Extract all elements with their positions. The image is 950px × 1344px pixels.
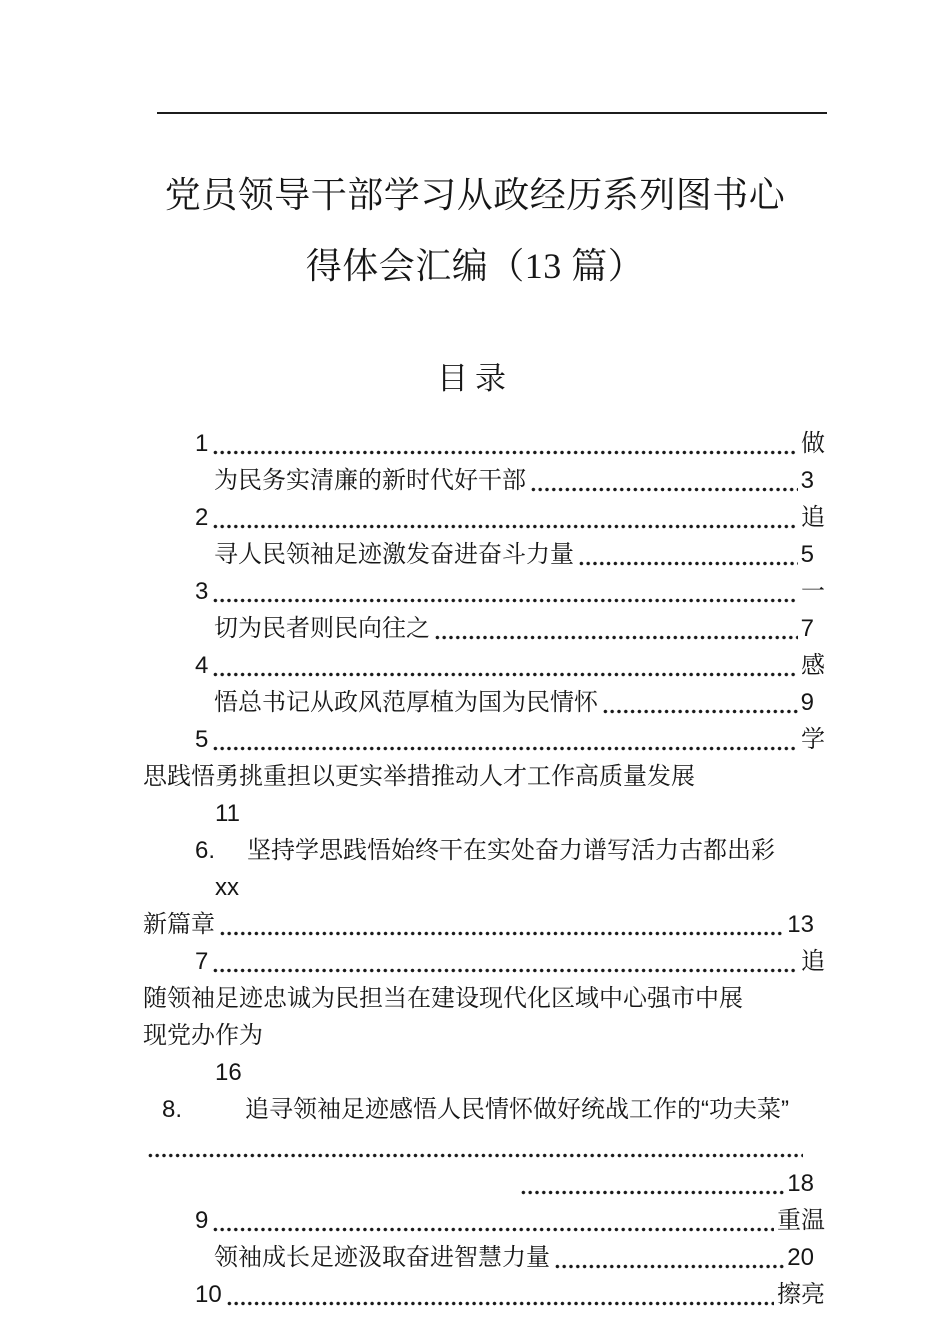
toc-entry-text: 随领袖足迹忠诚为民担当在建设现代化区域中心强市中展: [143, 985, 743, 1012]
document-title-line-2: 得体会汇编（13 篇）: [305, 246, 645, 286]
dotted-leader: [211, 425, 798, 462]
toc-entry-number: 5: [195, 726, 209, 753]
toc-row: [143, 499, 825, 536]
toc-heading: 目录: [437, 361, 513, 396]
toc-wrap-text: 追: [801, 504, 825, 531]
toc-entry-number: 9: [195, 1207, 209, 1234]
toc-row: [143, 684, 825, 721]
toc-row: [143, 795, 825, 832]
toc-page-number: 9: [800, 689, 814, 716]
toc-row: [143, 869, 825, 906]
toc-entry-number: 1: [195, 430, 209, 457]
dotted-leader: [601, 684, 798, 721]
toc-row: [143, 1276, 825, 1313]
toc-page-number: 16: [215, 1059, 242, 1086]
dotted-leader: [211, 1202, 774, 1239]
toc-entry-text: 现党办作为: [143, 1022, 263, 1049]
toc-row: [143, 1165, 825, 1202]
toc-row: [143, 1017, 825, 1054]
dotted-leader: [553, 1239, 784, 1276]
toc-row: [143, 536, 825, 573]
toc-entry-text: 悟总书记从政风范厚植为国为民情怀: [214, 689, 598, 716]
toc-row: [143, 1239, 825, 1276]
toc-row: [143, 758, 825, 795]
toc-entry-text: 新篇章: [143, 911, 215, 938]
toc-entry-text: 追寻领袖足迹感悟人民情怀做好统战工作的“功夫菜”: [245, 1096, 789, 1123]
toc-wrap-text: 感: [801, 652, 825, 679]
dotted-leader: [211, 721, 798, 758]
toc-row: [143, 906, 825, 943]
toc-wrap-text: 重温: [777, 1207, 825, 1234]
toc-row: [143, 1202, 825, 1239]
toc-row: [143, 943, 825, 980]
toc-entry-text: 为民务实清廉的新时代好干部: [214, 467, 526, 494]
toc-list: [143, 425, 825, 1313]
document-title: [60, 160, 890, 302]
toc-page-number: 5: [800, 541, 814, 568]
toc-page-number: 18: [787, 1170, 814, 1197]
toc-page-number: 7: [800, 615, 814, 642]
dotted-leader: [225, 1276, 774, 1313]
toc-wrap-text: 追: [801, 948, 825, 975]
toc-entry-text: xx: [215, 874, 239, 901]
toc-entry-number: 6.: [195, 837, 216, 864]
dotted-leader: [211, 573, 798, 610]
toc-row: [143, 980, 825, 1017]
toc-entry-text: 思践悟勇挑重担以更实举措推动人才工作高质量发展: [143, 763, 695, 790]
toc-row: [143, 573, 825, 610]
document-title-line-1: 党员领导干部学习从政经历系列图书心: [164, 175, 786, 215]
toc-page-number: 3: [800, 467, 814, 494]
toc-entry-text: 领袖成长足迹汲取奋进智慧力量: [214, 1244, 550, 1271]
toc-entry-text: 切为民者则民向往之: [214, 615, 430, 642]
toc-row: [143, 610, 825, 647]
toc-entry-number: 8.: [162, 1096, 183, 1123]
toc-row: [143, 647, 825, 684]
toc-entry-number: 3: [195, 578, 209, 605]
toc-wrap-text: 学: [801, 726, 825, 753]
toc-entry-text: 寻人民领袖足迹激发奋进奋斗力量: [214, 541, 574, 568]
dotted-leader: [577, 536, 798, 573]
toc-wrap-text: 做: [801, 430, 825, 457]
toc-entry-number: 7: [195, 948, 209, 975]
toc-wrap-text: 擦亮: [777, 1281, 825, 1308]
toc-page-number: 20: [787, 1244, 814, 1271]
toc-entry-number: 10: [195, 1281, 222, 1308]
toc-entry-number: 2: [195, 504, 209, 531]
dotted-leader: [211, 499, 798, 536]
toc-row: [143, 462, 825, 499]
toc-row: [143, 1091, 825, 1128]
toc-entry-text: 坚持学思践悟始终干在实处奋力谱写活力古都出彩: [247, 837, 775, 864]
dotted-leader: [519, 1165, 784, 1202]
toc-row: [143, 425, 825, 462]
dotted-leader: [211, 647, 798, 684]
dotted-leader: [433, 610, 798, 647]
toc-row: [143, 721, 825, 758]
toc-row: [143, 832, 825, 869]
toc-page-number: 11: [215, 800, 240, 827]
dotted-leader: [218, 906, 784, 943]
toc-page-number: 13: [787, 911, 814, 938]
dotted-leader: [211, 943, 798, 980]
toc-row: [143, 1054, 825, 1091]
dotted-leader: [529, 462, 798, 499]
header-rule: [157, 112, 827, 114]
toc-wrap-text: 一: [801, 578, 825, 605]
toc-entry-number: 4: [195, 652, 209, 679]
dotted-leader: [146, 1128, 803, 1165]
toc-row: [143, 1128, 825, 1165]
